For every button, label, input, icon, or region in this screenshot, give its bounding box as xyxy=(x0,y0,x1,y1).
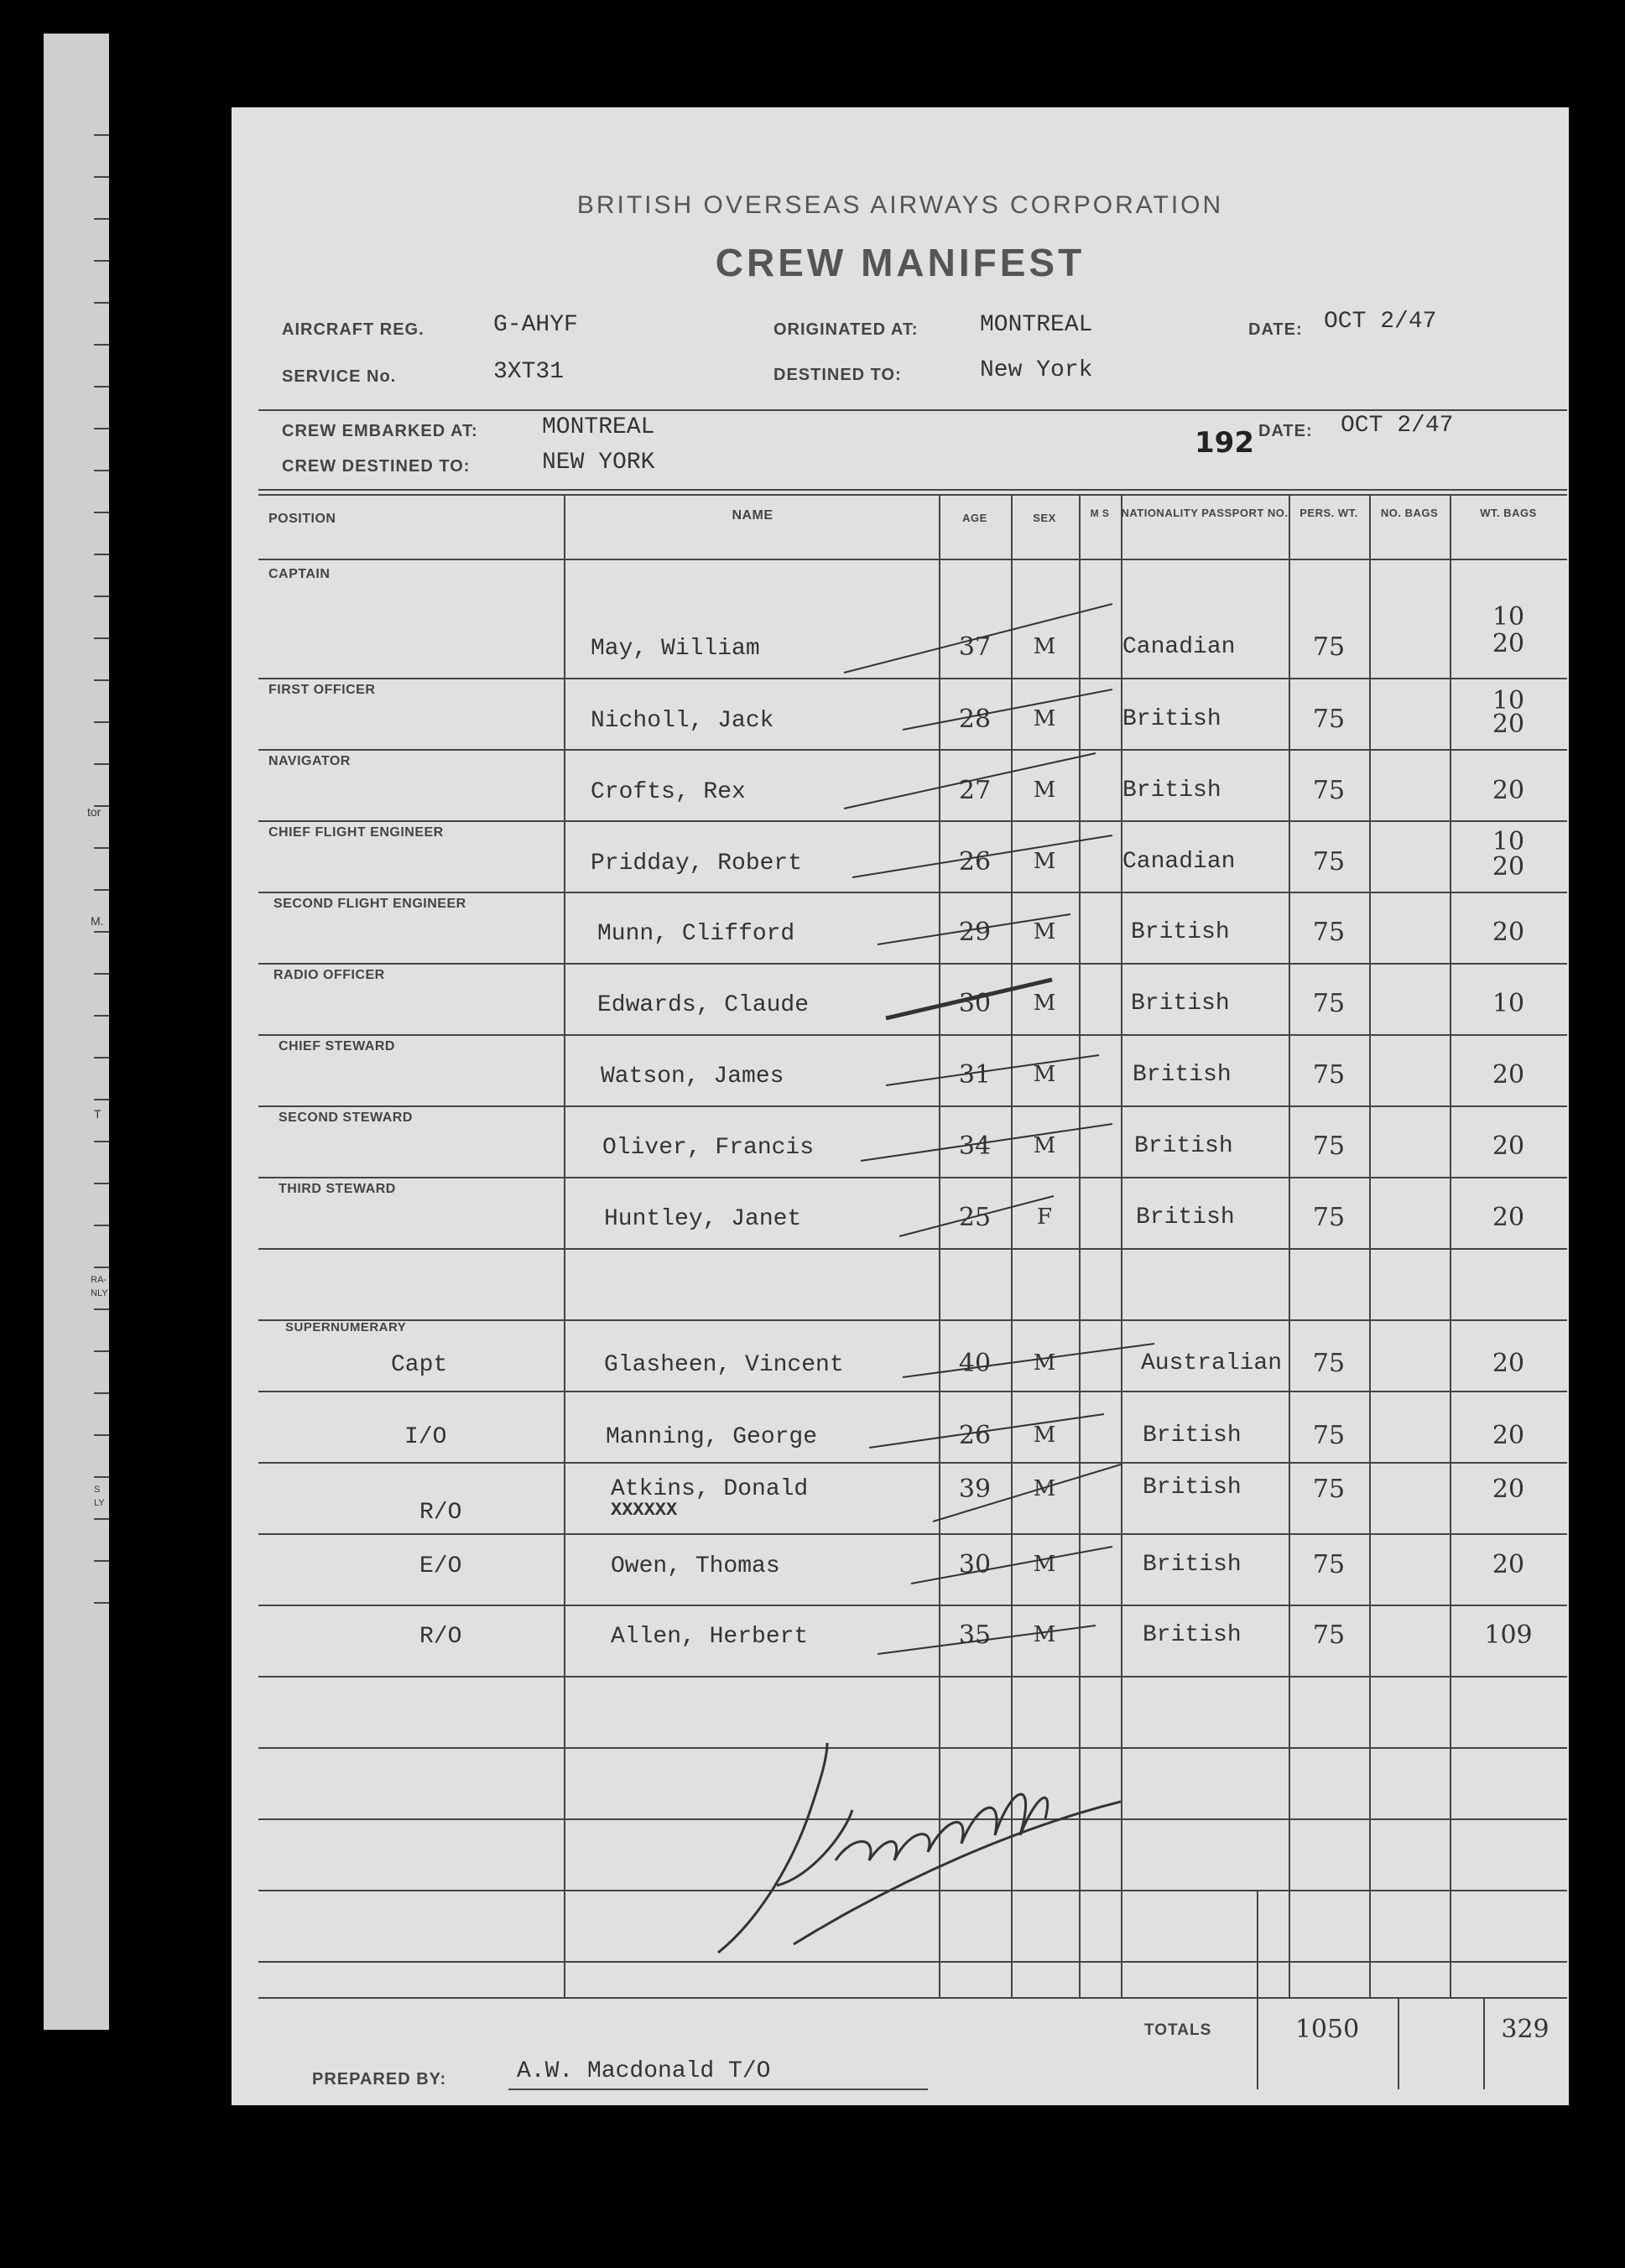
super-age: 26 xyxy=(958,1421,992,1450)
crew-sex: M xyxy=(1033,778,1056,803)
position-label: NAVIGATOR xyxy=(268,754,351,768)
crew-name: Oliver, Francis xyxy=(602,1135,815,1161)
totals-pers-wt: 1050 xyxy=(1294,2015,1360,2044)
crew-wt-bags-struck: 20 xyxy=(1492,629,1525,658)
super-wt-bags: 20 xyxy=(1492,1550,1525,1579)
strip-fragment: LY xyxy=(94,1498,105,1508)
totals-wt-bags: 329 xyxy=(1501,2015,1549,2044)
crew-pers-wt: 75 xyxy=(1312,918,1346,947)
crew-nationality: British xyxy=(1136,1204,1235,1230)
col-nationality: NATIONALITY PASSPORT NO. xyxy=(1121,507,1289,519)
super-nationality: British xyxy=(1143,1475,1242,1501)
super-position: E/O xyxy=(419,1553,462,1579)
position-label: SECOND STEWARD xyxy=(279,1111,413,1125)
crew-wt-bags: 10 xyxy=(1492,602,1525,632)
crew-nationality: British xyxy=(1131,991,1230,1017)
super-name-struck: XXXXXX xyxy=(611,1500,678,1521)
crew-nationality: Canadian xyxy=(1122,634,1236,660)
crew-name: May, William xyxy=(591,636,760,662)
col-sex: SEX xyxy=(1033,512,1056,524)
date-value: OCT 2/47 xyxy=(1324,309,1437,335)
super-wt-bags: 109 xyxy=(1484,1620,1533,1650)
strip-fragment: RA- xyxy=(91,1275,107,1285)
service-value: 3XT31 xyxy=(493,359,565,385)
super-age: 40 xyxy=(958,1349,992,1378)
super-wt-bags: 20 xyxy=(1492,1475,1525,1504)
destined-value: New York xyxy=(980,357,1093,383)
crew-nationality: British xyxy=(1131,919,1230,945)
totals-label: TOTALS xyxy=(1144,2021,1212,2039)
crew-embarked-value: MONTREAL xyxy=(542,414,655,440)
crew-wt-bags: 20 xyxy=(1492,776,1525,805)
crew-age: 28 xyxy=(958,705,992,734)
originated-label: ORIGINATED AT: xyxy=(773,320,919,339)
crew-name: Watson, James xyxy=(601,1064,784,1090)
crew-sex: M xyxy=(1033,706,1056,731)
crew-pers-wt: 75 xyxy=(1312,776,1346,805)
super-nationality: British xyxy=(1143,1423,1242,1449)
crew-name: Munn, Clifford xyxy=(597,921,795,947)
film-strip xyxy=(44,34,109,2030)
col-age: AGE xyxy=(962,512,987,524)
crew-age: 30 xyxy=(958,989,992,1018)
crew-pers-wt: 75 xyxy=(1312,989,1346,1018)
crew-sex: M xyxy=(1033,919,1056,944)
super-name: Atkins, Donald xyxy=(611,1476,809,1502)
prepared-by-value: A.W. Macdonald T/O xyxy=(517,2058,771,2084)
crew-pers-wt: 75 xyxy=(1312,1131,1346,1161)
crew-pers-wt: 75 xyxy=(1312,1203,1346,1232)
super-nationality: British xyxy=(1143,1552,1242,1578)
super-pers-wt: 75 xyxy=(1312,1620,1346,1650)
position-label: CHIEF STEWARD xyxy=(279,1039,395,1053)
crew-wt-bags: 10 xyxy=(1492,989,1525,1018)
strip-fragment: S xyxy=(94,1485,101,1495)
crew-name: Huntley, Janet xyxy=(604,1206,802,1232)
destined-label: DESTINED TO: xyxy=(773,366,902,384)
crew-pers-wt: 75 xyxy=(1312,847,1346,877)
super-position: R/O xyxy=(419,1624,462,1650)
super-name: Manning, George xyxy=(606,1424,818,1450)
service-label: SERVICE No. xyxy=(282,367,397,386)
super-age: 39 xyxy=(958,1475,992,1504)
crew-sex: M xyxy=(1033,634,1056,659)
strip-fragment: M. xyxy=(91,914,104,928)
super-pers-wt: 75 xyxy=(1312,1349,1346,1378)
crew-wt-bags: 10 xyxy=(1492,827,1525,856)
position-label: RADIO OFFICER xyxy=(273,968,385,982)
prepared-by-label: PREPARED BY: xyxy=(312,2070,447,2089)
crew-name: Edwards, Claude xyxy=(597,992,810,1018)
crew-nationality: Canadian xyxy=(1122,849,1236,875)
strip-fragment: tor xyxy=(87,805,102,819)
page-title: CREW MANIFEST xyxy=(715,241,1086,284)
crew-destined-label: CREW DESTINED TO: xyxy=(282,457,471,476)
position-label: CAPTAIN xyxy=(268,567,331,581)
crew-nationality: British xyxy=(1134,1133,1233,1159)
crew-name: Crofts, Rex xyxy=(591,779,746,805)
crew-age: 31 xyxy=(958,1060,992,1090)
position-label: FIRST OFFICER xyxy=(268,683,376,697)
col-ms: M S xyxy=(1090,507,1110,519)
date2-label: DATE: xyxy=(1258,422,1313,440)
crew-sex: M xyxy=(1033,1062,1056,1087)
signature-scribble xyxy=(685,1709,1121,1969)
strip-fragment: NLY xyxy=(91,1288,108,1298)
position-label: THIRD STEWARD xyxy=(279,1182,396,1196)
crew-sex: M xyxy=(1033,1133,1056,1158)
super-pers-wt: 75 xyxy=(1312,1475,1346,1504)
aircraft-reg-value: G-AHYF xyxy=(493,312,578,338)
crew-sex: F xyxy=(1036,1204,1053,1230)
super-sex: M xyxy=(1033,1552,1056,1577)
super-wt-bags: 20 xyxy=(1492,1349,1525,1378)
super-age: 30 xyxy=(958,1550,992,1579)
crew-wt-bags: 20 xyxy=(1492,1060,1525,1090)
super-position: I/O xyxy=(404,1424,447,1450)
super-sex: M xyxy=(1033,1476,1056,1501)
super-name: Glasheen, Vincent xyxy=(604,1352,844,1378)
company-name: BRITISH OVERSEAS AIRWAYS CORPORATION xyxy=(576,191,1224,219)
col-name: NAME xyxy=(732,508,773,523)
crew-nationality: British xyxy=(1133,1062,1232,1088)
crew-sex: M xyxy=(1033,991,1056,1016)
super-sex: M xyxy=(1033,1423,1056,1448)
col-position: POSITION xyxy=(268,512,336,526)
super-age: 35 xyxy=(958,1620,992,1650)
crew-nationality: British xyxy=(1122,778,1221,804)
crew-wt-bags: 20 xyxy=(1492,1131,1525,1161)
crew-age: 29 xyxy=(958,918,992,947)
position-label: SECOND FLIGHT ENGINEER xyxy=(273,897,466,911)
col-no-bags: NO. BAGS xyxy=(1380,507,1439,519)
crew-wt-bags: 20 xyxy=(1492,918,1525,947)
col-pers-wt: PERS. WT. xyxy=(1299,507,1358,519)
super-nationality: British xyxy=(1143,1622,1242,1648)
aircraft-reg-label: AIRCRAFT REG. xyxy=(282,320,424,339)
crew-pers-wt: 75 xyxy=(1312,1060,1346,1090)
super-wt-bags: 20 xyxy=(1492,1421,1525,1450)
crew-wt-bags: 20 xyxy=(1492,1203,1525,1232)
date2-value: OCT 2/47 xyxy=(1341,413,1454,439)
crew-age: 34 xyxy=(958,1131,992,1161)
crew-name: Nicholl, Jack xyxy=(591,708,774,734)
super-sex: M xyxy=(1033,1350,1056,1376)
crew-pers-wt: 75 xyxy=(1312,705,1346,734)
crew-name: Pridday, Robert xyxy=(591,850,803,877)
crew-wt-bags-struck: 20 xyxy=(1492,852,1525,882)
crew-wt-bags: 10 xyxy=(1492,686,1525,715)
crew-age: 25 xyxy=(958,1203,992,1232)
date-label: DATE: xyxy=(1248,320,1303,339)
position-label: CHIEF FLIGHT ENGINEER xyxy=(268,825,444,840)
super-position: Capt xyxy=(391,1352,448,1378)
super-name: Owen, Thomas xyxy=(611,1553,780,1579)
crew-destined-value: NEW YORK xyxy=(542,450,655,476)
crew-nationality: British xyxy=(1122,706,1221,732)
crew-embarked-label: CREW EMBARKED AT: xyxy=(282,422,478,440)
crew-wt-bags-struck: 20 xyxy=(1492,710,1525,739)
col-wt-bags: WT. BAGS xyxy=(1480,507,1537,519)
strip-fragment: T xyxy=(94,1107,102,1121)
super-sex: M xyxy=(1033,1622,1056,1647)
crew-age: 26 xyxy=(958,847,992,877)
originated-value: MONTREAL xyxy=(980,312,1093,338)
crew-age: 37 xyxy=(958,632,992,662)
crew-sex: M xyxy=(1033,849,1056,874)
crew-manifest-document xyxy=(232,107,1569,2105)
crew-pers-wt: 75 xyxy=(1312,632,1346,662)
super-nationality: Australian xyxy=(1141,1350,1283,1376)
supernumerary-label: SUPERNUMERARY xyxy=(285,1320,407,1334)
super-pers-wt: 75 xyxy=(1312,1421,1346,1450)
stamp-number: 192 xyxy=(1195,426,1254,460)
super-position: R/O xyxy=(419,1500,462,1526)
super-pers-wt: 75 xyxy=(1312,1550,1346,1579)
super-name: Allen, Herbert xyxy=(611,1624,809,1650)
crew-age: 27 xyxy=(958,776,992,805)
